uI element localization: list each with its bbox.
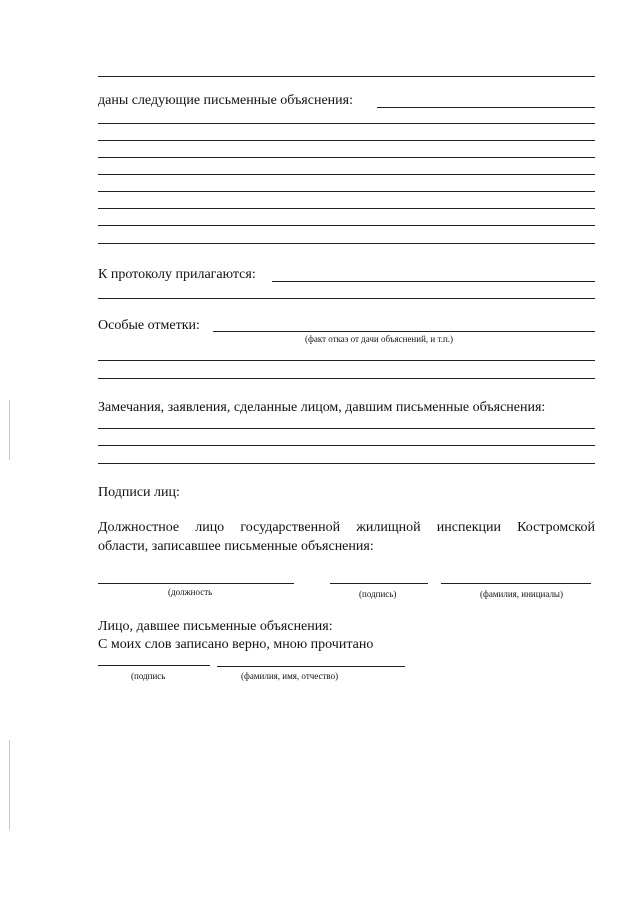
person-name-caption: (фамилия, имя, отчество) — [241, 671, 339, 681]
scan-artifact — [9, 740, 10, 830]
special-notes-line-2[interactable] — [98, 360, 595, 361]
official-position-caption: (должность — [168, 587, 213, 597]
scan-artifact — [9, 400, 10, 460]
official-signature-field[interactable] — [330, 583, 428, 584]
official-line-1: Должностное лицо государственной жилищной инспекции Костромской — [98, 520, 595, 535]
person-signature-field[interactable] — [98, 665, 210, 666]
remarks-line-2[interactable] — [98, 445, 595, 446]
official-line-2: области, записавшее письменные объяснения: — [98, 539, 374, 554]
special-notes-hint: (факт отказ от дачи объяснений, и т.п.) — [305, 334, 454, 344]
explanation-line-3[interactable] — [98, 157, 595, 158]
written-explanations-field[interactable] — [377, 107, 595, 108]
remarks-line-3[interactable] — [98, 463, 595, 464]
remarks-label: Замечания, заявления, сделанные лицом, давшим письменные объяснения: — [98, 400, 546, 415]
person-line-2: С моих слов записано верно, мною прочитано — [98, 637, 374, 652]
official-name-field[interactable] — [441, 583, 591, 584]
attachments-line-2[interactable] — [98, 298, 595, 299]
remarks-line-1[interactable] — [98, 428, 595, 429]
person-signature-caption: (подпись — [131, 671, 166, 681]
explanation-line-5[interactable] — [98, 191, 595, 192]
official-name-caption: (фамилия, инициалы) — [480, 589, 563, 599]
signatures-heading: Подписи лиц: — [98, 485, 180, 500]
person-name-field[interactable] — [217, 666, 405, 667]
special-notes-field[interactable] — [213, 331, 595, 332]
explanation-line-7[interactable] — [98, 225, 595, 226]
official-signature-caption: (подпись) — [359, 589, 397, 599]
explanation-line-1[interactable] — [98, 123, 595, 124]
written-explanations-label: даны следующие письменные объяснения: — [98, 93, 353, 108]
special-notes-line-3[interactable] — [98, 378, 595, 379]
attachments-field[interactable] — [272, 281, 595, 282]
explanation-line-6[interactable] — [98, 208, 595, 209]
explanation-line-4[interactable] — [98, 174, 595, 175]
explanation-line-2[interactable] — [98, 140, 595, 141]
explanation-line-8[interactable] — [98, 243, 595, 244]
special-notes-label: Особые отметки: — [98, 318, 200, 333]
top-fill-line[interactable] — [98, 76, 595, 77]
person-line-1: Лицо, давшее письменные объяснения: — [98, 619, 333, 634]
official-position-field[interactable] — [98, 583, 294, 584]
attachments-label: К протоколу прилагаются: — [98, 267, 256, 282]
